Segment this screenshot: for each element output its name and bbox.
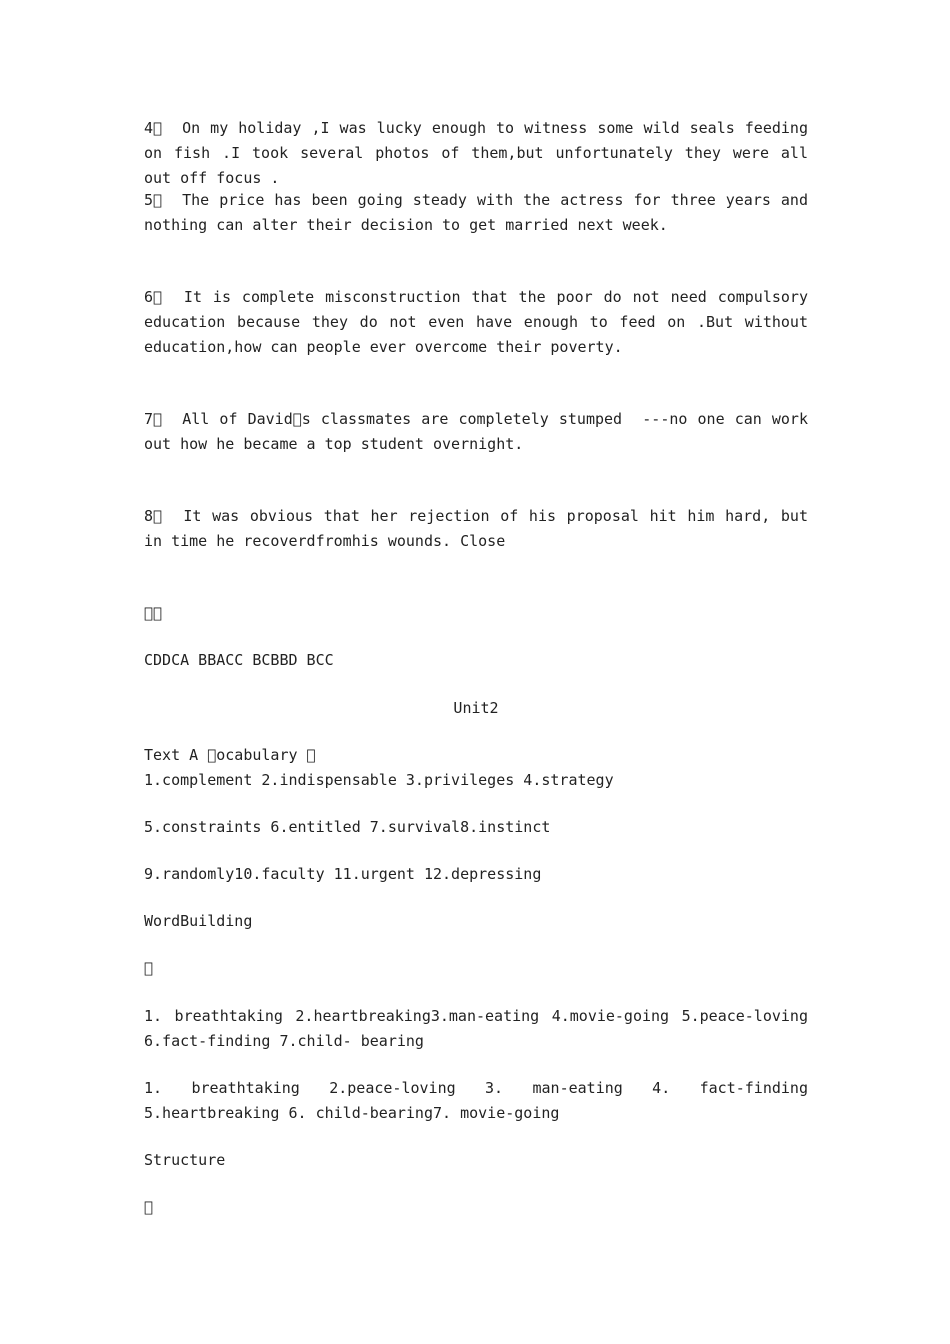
paragraph-item-5: 5  The price has been going steady with the actress for three years and nothing can alter their decision to get married next week. <box>144 191 808 234</box>
wordbuilding-set-1: 1. breathtaking 2.heartbreaking3.man-eating 4.movie-going 5.peace-loving 6.fact-finding 7.child- bearing <box>144 1007 808 1050</box>
text-a-heading: Text A  ocabulary   <box>144 746 316 764</box>
section-marker:    <box>144 604 163 622</box>
paragraph-item-8: 8  It was obvious that her rejection of his proposal hit him hard, but in time he recoverdfromhis wounds. Close <box>144 507 808 550</box>
structure-heading: Structure <box>144 1151 226 1169</box>
wordbuilding-heading: WordBuilding <box>144 912 253 930</box>
vocabulary-line-2: 5.constraints 6.entitled 7.survival8.instinct <box>144 818 551 836</box>
vocabulary-line-3: 9.randomly10.faculty 11.urgent 12.depressing <box>144 865 542 883</box>
vocabulary-line-1: 1.complement 2.indispensable 3.privileges 4.strategy <box>144 771 614 789</box>
unit-title: Unit2 <box>453 699 499 717</box>
wordbuilding-marker:   <box>144 959 154 977</box>
paragraph-item-7: 7  All of David s classmates are completely stumped ---no one can work out how he became a top student overnight. <box>144 410 808 453</box>
paragraph-item-4: 4  On my holiday ,I was lucky enough to witness some wild seals feeding on fish .I took several photos of them,but unfortunately they were all out off focus . <box>144 119 808 187</box>
answer-key: CDDCA BBACC BCBBD BCC <box>144 651 334 669</box>
wordbuilding-set-2: 1. breathtaking 2.peace-loving 3. man-eating 4. fact-finding 5.heartbreaking 6. child-bearing7. movie-going <box>144 1079 808 1122</box>
paragraph-item-6: 6  It is complete misconstruction that the poor do not need compulsory education because they do not even have enough to feed on .But without education,how can people ever overcome their poverty. <box>144 288 808 356</box>
structure-marker:   <box>144 1198 154 1216</box>
